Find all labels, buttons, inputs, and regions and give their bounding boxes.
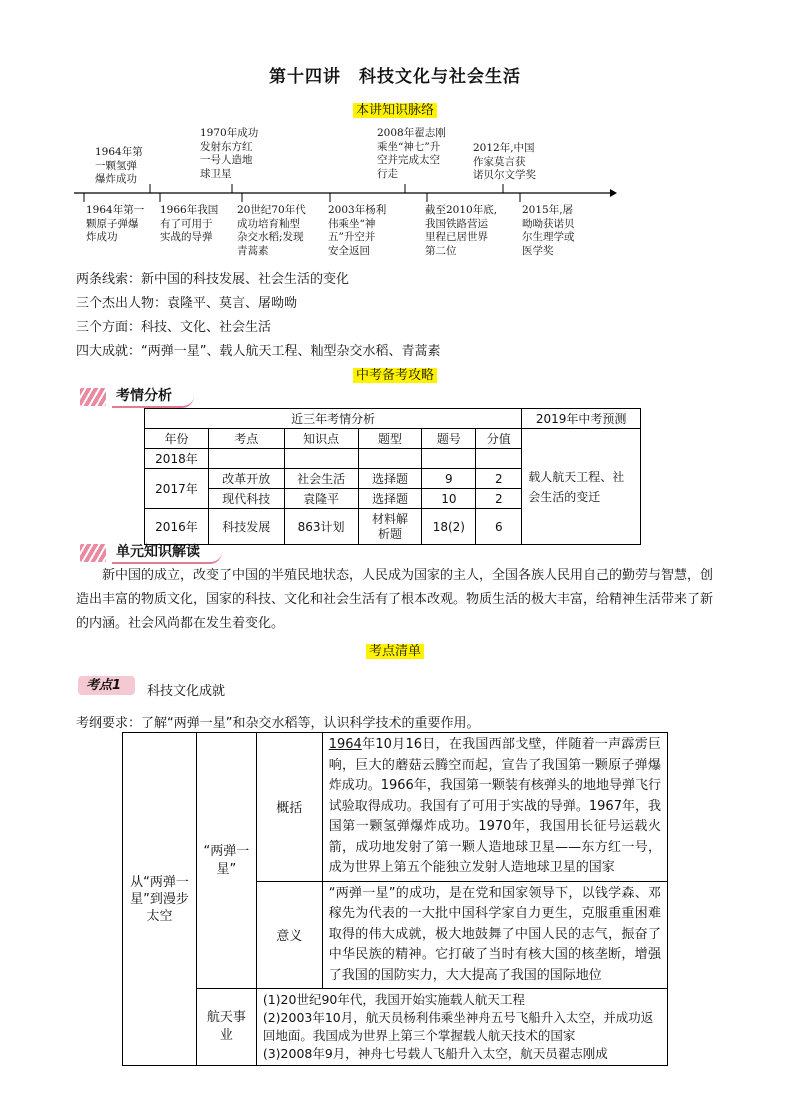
section-knowledge-map: 本讲知识脉络 xyxy=(0,99,790,118)
cell: 2 xyxy=(476,469,522,489)
cell: 2018年 xyxy=(145,449,209,469)
cell: 18(2) xyxy=(422,509,476,545)
timeline-event: 1964年第一 颗原子弹爆 炸成功 xyxy=(86,204,145,243)
timeline-event: 2003年杨利 伟乘坐“神 五”升空并 安全返回 xyxy=(328,204,387,257)
timeline-event: 20世纪70年代 成功培育籼型 杂交水稻;发现 青蒿素 xyxy=(237,204,306,257)
timeline-event: 1966年我国 有了可用于 实战的导弹 xyxy=(160,204,219,243)
cell: 863计划 xyxy=(284,509,358,545)
row-label: 概括 xyxy=(256,733,322,882)
cell xyxy=(208,449,284,469)
cell: 现代科技 xyxy=(208,489,284,509)
cell: 6 xyxy=(476,509,522,545)
cell: 选择题 xyxy=(358,489,422,509)
unit-reading-badge: 单元知识解读 xyxy=(80,541,222,564)
category-cell: 从“两弹一星”到漫步太空 xyxy=(123,733,197,1066)
table-header: 2019年中考预测 xyxy=(522,409,641,429)
list-item: (3)2008年9月，神舟七号载人飞船升入太空，航天员翟志刚成 xyxy=(262,1046,608,1061)
column-header: 年份 xyxy=(145,429,209,449)
page-title: 第十四讲 科技文化与社会生活 xyxy=(269,67,521,87)
cell xyxy=(358,449,422,469)
cell: 9 xyxy=(422,469,476,489)
cell: 改革开放 xyxy=(208,469,284,489)
kaodian-requirement: 考纲要求：了解“两弹一星”和杂交水稻等，认识科学技术的重要作用。 xyxy=(76,716,480,731)
cell: 10 xyxy=(422,489,476,509)
timeline-axis xyxy=(70,183,618,205)
cell xyxy=(284,449,358,469)
summary-list xyxy=(76,268,440,364)
cell: 科技发展 xyxy=(208,509,284,545)
timeline-event: 2012年,中国 作家莫言获 诺贝尔文学奖 xyxy=(473,142,536,181)
prediction-cell: 载人航天工程、社会生活的变迁 xyxy=(522,429,641,545)
cell: 材料解析题 xyxy=(358,509,422,545)
row-text xyxy=(256,989,667,1066)
stripes-icon xyxy=(80,544,106,562)
cell: 选择题 xyxy=(358,469,422,489)
summary-line: 两条线索：新中国的科技发展、社会生活的变化 xyxy=(76,272,350,287)
summary-line: 四大成就：“两弹一星”、载人航天工程、籼型杂交水稻、青蒿素 xyxy=(76,344,441,359)
unit-paragraph: 新中国的成立，改变了中国的半殖民地状态，人民成为国家的主人，全国各族人民用自己的勤劳与智慧，创造出丰富的物质文化，国家的科技、文化和社会生活有了根本改观。物质生活的极大丰富，给精神生活带来了新的内涵。社会风尚都在发生着变化。 xyxy=(76,568,714,631)
timeline xyxy=(0,0,790,270)
exam-analysis-table xyxy=(144,408,641,545)
exam-analysis-badge: 考情分析 xyxy=(80,385,194,408)
cell: 2017年 xyxy=(145,469,209,509)
timeline-event: 1970年成功 发射东方红 一号人造地 球卫星 xyxy=(200,127,259,180)
list-item: (2)2003年10月，航天员杨利伟乘坐神舟五号飞船升入太空，并成功返回地面。我国成为世界上第三个掌握载人航天技术的国家 xyxy=(262,1010,654,1043)
column-header: 知识点 xyxy=(284,429,358,449)
cell: 2 xyxy=(476,489,522,509)
timeline-event: 截至2010年底, 我国铁路营运 里程已居世界 第二位 xyxy=(425,204,498,257)
cell: 袁隆平 xyxy=(284,489,358,509)
cell xyxy=(422,449,476,469)
list-item: (1)20世纪90年代，我国开始实施载人航天工程 xyxy=(262,992,525,1007)
column-header: 题号 xyxy=(422,429,476,449)
kaodian-badge: 考点1 xyxy=(78,674,135,693)
table-header: 近三年考情分析 xyxy=(145,409,522,429)
group-cell: “两弹一星” xyxy=(196,733,256,989)
row-label: 意义 xyxy=(256,881,322,989)
cell: 社会生活 xyxy=(284,469,358,489)
cell xyxy=(476,449,522,469)
column-header: 考点 xyxy=(208,429,284,449)
stripes-icon xyxy=(80,388,106,406)
row-text: “两弹一星”的成功，是在党和国家领导下，以钱学森、邓稼先为代表的一大批中国科学家自力更生，克服重重困难取得的伟大成就，极大地鼓舞了中国人民的志气，振奋了中华民族的精神。它打破了当时有核大国的核垄断，增强了我国的国防实力，大大提高了我国的国际地位 xyxy=(322,881,667,989)
row-text: 1964年10月16日，在我国西部戈壁，伴随着一声霹雳巨响，巨大的蘑菇云腾空而起，宣告了我国第一颗原子弹爆炸成功。1966年，我国第一颗装有核弹头的地地导弹飞行试验取得成功。我国有了可用于实战的导弹。1967年，我国第一颗氢弹爆炸成功。1970年，我国用长征号运载火箭，成功地发射了第一颗人造地球卫星——东方红一号，成为世界上第五个能独立发射人造地球卫星的国家 xyxy=(322,733,667,882)
column-header: 分值 xyxy=(476,429,522,449)
section-exam-strategy: 中考备考攻略 xyxy=(0,364,790,383)
summary-line: 三个杰出人物：袁隆平、莫言、屠呦呦 xyxy=(76,296,298,311)
timeline-event: 2008年翟志刚 乘坐“神七”升 空并完成太空 行走 xyxy=(377,127,446,180)
section-checklist: 考点清单 xyxy=(0,640,790,659)
cell: 2016年 xyxy=(145,509,209,545)
timeline-event: 1964年第 一颗氢弹 爆炸成功 xyxy=(95,146,143,185)
summary-line: 三个方面：科技、文化、社会生活 xyxy=(76,320,272,335)
year-1964: 1964 xyxy=(328,737,362,752)
column-header: 题型 xyxy=(358,429,422,449)
kaodian-title: 科技文化成就 xyxy=(147,684,226,699)
timeline-event: 2015年,屠 呦呦获诺贝 尔生理学或 医学奖 xyxy=(522,204,575,257)
content-table xyxy=(122,732,668,1066)
group-cell: 航天事业 xyxy=(196,989,256,1066)
